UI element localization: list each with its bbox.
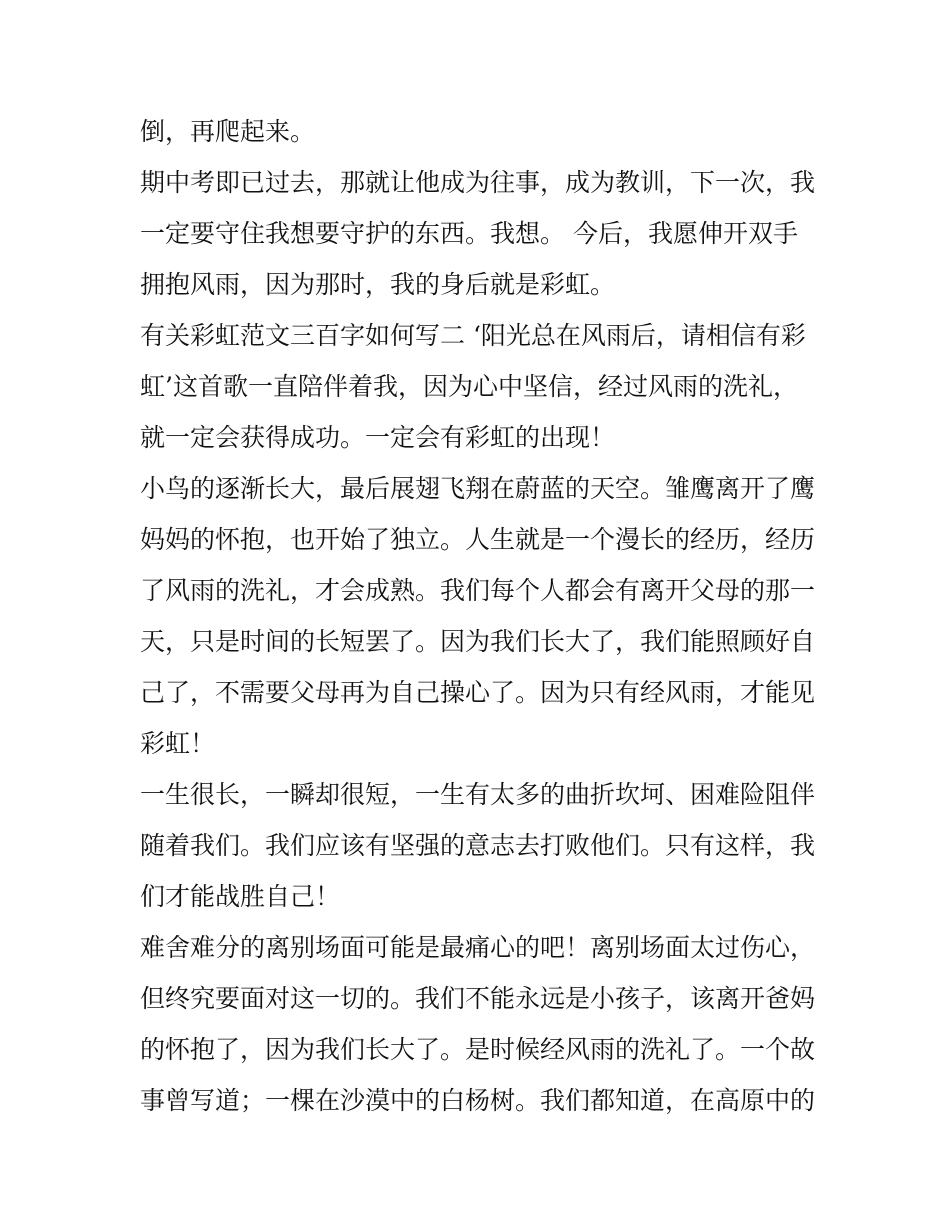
- text-line: 一定要守住我想要守护的东西。我想。 今后，我愿伸开双手: [140, 219, 798, 248]
- text-line: 的怀抱了，因为我们长大了。是时候经风雨的洗礼了。一个故: [140, 1035, 816, 1064]
- text-line: 随着我们。我们应该有坚强的意志去打败他们。只有这样，我: [140, 831, 816, 860]
- text-line: 虹’这首歌一直陪伴着我，因为心中坚信，经过风雨的洗礼，: [140, 372, 798, 401]
- text-line: 彩虹！: [140, 729, 216, 758]
- text-line: 有关彩虹范文三百字如何写二 ‘阳光总在风雨后，请相信有彩: [140, 321, 806, 350]
- text-line: 们才能战胜自己！: [140, 882, 341, 911]
- text-line: 一生很长，一瞬却很短，一生有太多的曲折坎坷、困难险阻伴: [140, 780, 816, 809]
- text-line: 妈妈的怀抱，也开始了独立。人生就是一个漫长的经历，经历: [140, 525, 816, 554]
- text-line: 小鸟的逐渐长大，最后展翅飞翔在蔚蓝的天空。雏鹰离开了鹰: [140, 474, 816, 503]
- text-line: 了风雨的洗礼，才会成熟。我们每个人都会有离开父母的那一: [140, 576, 816, 605]
- text-line: 天，只是时间的长短罢了。因为我们长大了，我们能照顾好自: [140, 627, 816, 656]
- text-line: 期中考即已过去，那就让他成为往事，成为教训，下一次，我: [140, 168, 816, 197]
- text-line: 就一定会获得成功。一定会有彩虹的出现！: [140, 423, 616, 452]
- text-line: 但终究要面对这一切的。我们不能永远是小孩子，该离开爸妈: [140, 984, 816, 1013]
- text-line: 事曾写道；一棵在沙漠中的白杨树。我们都知道，在高原中的: [140, 1086, 816, 1115]
- text-line: 倒，再爬起来。: [140, 117, 316, 146]
- text-line: 拥抱风雨，因为那时，我的身后就是彩虹。: [140, 270, 616, 299]
- text-line: 己了，不需要父母再为自己操心了。因为只有经风雨，才能见: [140, 678, 816, 707]
- text-line: 难舍难分的离别场面可能是最痛心的吧！离别场面太过伤心，: [140, 933, 816, 962]
- document-body: [140, 106, 820, 1126]
